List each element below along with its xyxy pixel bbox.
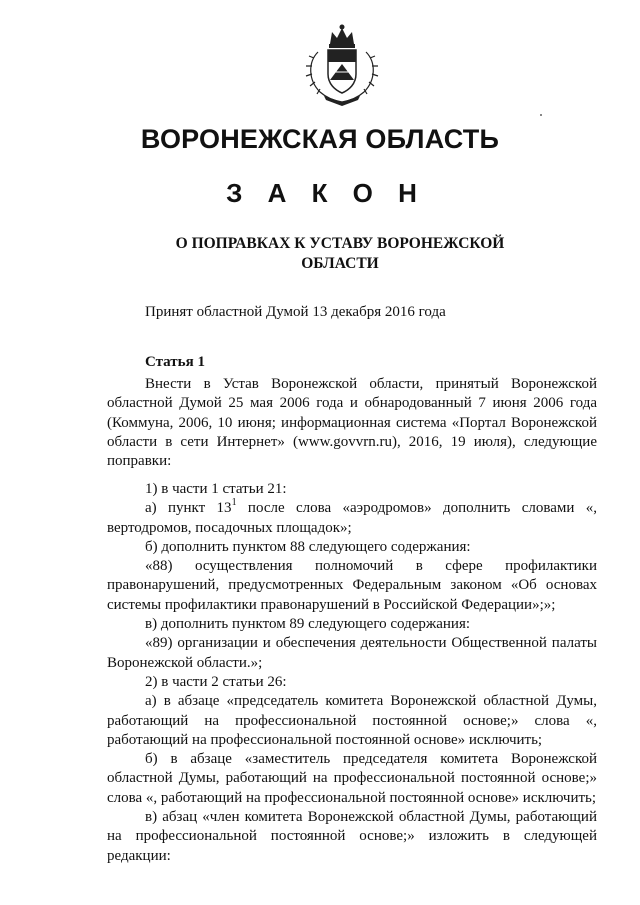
coat-of-arms-icon: [302, 22, 382, 106]
amendment-item: 2) в части 2 статьи 26:: [145, 673, 287, 690]
document-type: З А К О Н: [226, 178, 426, 208]
amendment-item: «88) осуществления полномочий в сфере профилактики правонарушений, предусмотренных Федеральным законом «Об основах системы профилактики правонарушений в Российской Федерации»;»;: [107, 558, 597, 613]
article-intro: Внести в Устав Воронежской области, принятый Воронежской областной Думой 25 мая 2006 года и обнародованный 7 июня 2006 года (Коммуна, 2006, 10 июня; информационная система «Портал Воронежской области в сети Интернет» (www.govvrn.ru), 2016, 19 июля), следующие поправки:: [107, 376, 597, 470]
amendment-item: в) абзац «член комитета Воронежской областной Думы, работающий на профессиональной постоянной основе;» изложить в следующей редакции:: [107, 809, 597, 864]
amendment-item: б) в абзаце «заместитель председателя комитета Воронежской областной Думы, работающий на профессиональной постоянной основе;» слова «, работающий на профессиональной постоянной основе» исключить;: [107, 751, 597, 806]
scan-speck: [540, 114, 542, 116]
amendment-item: 1) в части 1 статьи 21:: [145, 481, 287, 497]
region-title: ВОРОНЕЖСКАЯ ОБЛАСТЬ: [140, 124, 500, 154]
amendment-list: [107, 480, 597, 866]
article-heading: Статья 1: [145, 354, 205, 370]
amendment-item: «89) организации и обеспечения деятельности Общественной палаты Воронежской области.»;: [107, 635, 597, 671]
amendment-item: а) пункт $13^1$ после слова «аэродромов» дополнить словами «, вертодромов, посадочных площадок»;: [107, 497, 597, 536]
adoption-text: Принят областной Думой 13 декабря 2016 года: [145, 304, 446, 320]
amendment-item: а) в абзаце «председатель комитета Воронежской областной Думы, работающий на профессиональной постоянной основе;» слова «, работающий на профессиональной постоянной основе» исключить;: [107, 693, 597, 748]
amendment-item: в) дополнить пунктом 89 следующего содержания:: [145, 616, 471, 633]
law-subject-title: О ПОПРАВКАХ К УСТАВУ ВОРОНЕЖСКОЙ ОБЛАСТИ: [175, 235, 505, 272]
adoption-line: [107, 303, 597, 322]
amendment-item: б) дополнить пунктом 88 следующего содержания:: [145, 538, 471, 555]
article-heading-block: [107, 353, 597, 372]
article-intro-block: [107, 375, 597, 471]
